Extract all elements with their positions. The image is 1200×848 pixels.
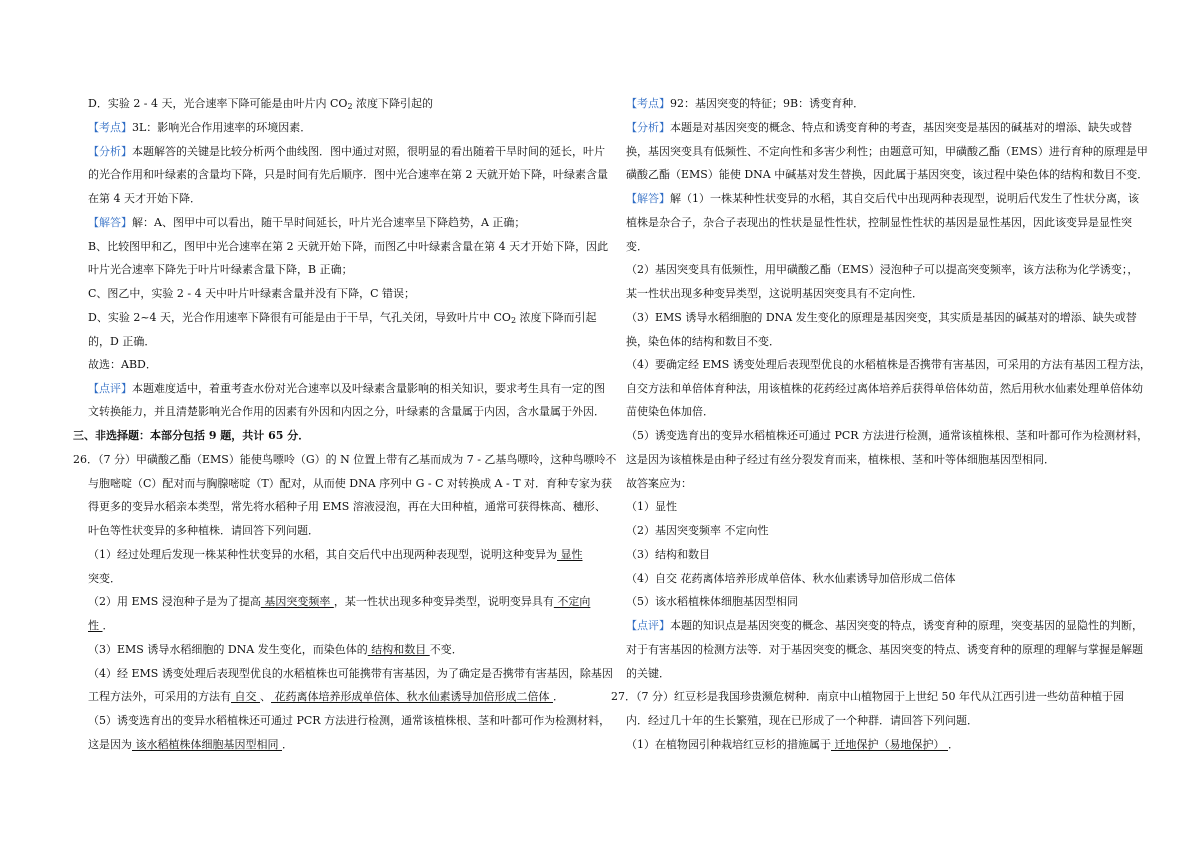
q26-sub2: （2）用 EMS 浸泡种子是为了提高 基因突变频率 ，某一性状出现多种变异类型，说明变异具有 不定向 xyxy=(88,595,591,608)
dianping-line: 的关键． xyxy=(626,667,670,680)
jieda-tag: 【解答】 xyxy=(626,192,670,205)
answer-heading: 故答案应为： xyxy=(626,477,692,490)
jieda-line: 的，D 正确． xyxy=(88,335,156,348)
answer-blank: 该水稻植株体细胞基因型相同 xyxy=(132,738,282,751)
fenxi-tag: 【分析】 xyxy=(88,145,132,158)
answer-line: （5）该水稻植株体细胞基因型相同 xyxy=(626,595,798,608)
jieda-tag: 【解答】 xyxy=(88,216,132,229)
answer-blank: 性 xyxy=(88,619,103,632)
dianping-line: 【点评】本题难度适中，着重考查水份对光合速率以及叶绿素含量影响的相关知识，要求考生具有一定的图 xyxy=(88,382,605,395)
fenxi-line: 【分析】本题解答的关键是比较分析两个曲线图．图中通过对照，很明显的看出随着干旱时间的延长，叶片 xyxy=(88,145,605,158)
q26-stem: 叶色等性状变异的多种植株．请回答下列问题． xyxy=(88,524,319,537)
jieda-line: 故选：ABD． xyxy=(88,358,157,371)
q26-sub1: 突变． xyxy=(88,572,121,585)
jieda-line: 【解答】解（1）一株某种性状变异的水稻，其自交后代中出现两种表现型，说明后代发生了性状分离，该 xyxy=(626,192,1139,205)
fenxi-line: 换，基因突变具有低频性、不定向性和多害少利性；由题意可知，甲磺酸乙酯（EMS）进行育种的原理是甲 xyxy=(626,145,1148,158)
jieda-line: （5）诱变选育出的变异水稻植株还可通过 PCR 方法进行检测，通常该植株根、茎和叶都可作为检测材料， xyxy=(626,429,1149,442)
kaodian-line: 【考点】3L：影响光合作用速率的环境因素． xyxy=(88,121,312,134)
answer-line: （4）自交 花药离体培养形成单倍体、秋水仙素诱导加倍形成二倍体 xyxy=(626,572,956,585)
jieda-line: B、比较图甲和乙，图甲中光合速率在第 2 天就开始下降，而图乙中叶绿素含量在第 4 天才开始下降，因此 xyxy=(88,240,609,253)
fenxi-line: 在第 4 天才开始下降． xyxy=(88,192,201,205)
answer-blank: 自交 xyxy=(231,690,260,703)
fenxi-line: 的光合作用和叶绿素的含量均下降，只是时间有先后顺序．图中光合速率在第 2 天就开始下降，叶绿素含量 xyxy=(88,168,608,181)
q27-stem: 27．（7 分）红豆杉是我国珍贵濒危树种．南京中山植物园于上世纪 50 年代从江西引进一些幼苗种植于园 xyxy=(611,690,1124,703)
q27-stem: 内．经过几十年的生长繁殖，现在已形成了一个种群．请回答下列问题． xyxy=(626,714,978,727)
jieda-line: （4）要确定经 EMS 诱变处理后表现型优良的水稻植株是否携带有害基因，可采用的方法有基因工程方法， xyxy=(626,358,1151,371)
fenxi-tag: 【分析】 xyxy=(626,121,670,134)
jieda-line: （2）基因突变具有低频性，用甲磺酸乙酯（EMS）浸泡种子可以提高突变频率，该方法称为化学诱变；， xyxy=(626,263,1139,276)
jieda-line: 叶片光合速率下降先于叶片叶绿素含量下降，B 正确； xyxy=(88,263,353,276)
q27-sub1: （1）在植物园引种栽培红豆杉的措施属于 迁地保护（易地保护） ． xyxy=(626,738,959,751)
jieda-line: C、图乙中，实验 2 - 4 天中叶片叶绿素含量并没有下降，C 错误； xyxy=(88,287,416,300)
answer-line: （2）基因突变频率 不定向性 xyxy=(626,524,769,537)
fenxi-line: 磺酸乙酯（EMS）能使 DNA 中碱基对发生替换，因此属于基因突变，该过程中染色体的结构和数目不变． xyxy=(626,168,1149,181)
dianping-line: 【点评】本题的知识点是基因突变的概念、基因突变的特点，诱变育种的原理，突变基因的显隐性的判断， xyxy=(626,619,1143,632)
dianping-tag: 【点评】 xyxy=(626,619,670,632)
jieda-line: 这是因为该植株是由种子经过有丝分裂发育而来，植株根、茎和叶等体细胞基因型相同． xyxy=(626,453,1055,466)
q26-sub5: 这是因为 该水稻植株体细胞基因型相同 ． xyxy=(88,738,293,751)
jieda-line: D、实验 2~4 天，光合作用速率下降很有可能是由于干旱，气孔关闭，导致叶片中 $CO_2$ 浓度下降而引起 xyxy=(88,311,597,325)
jieda-line: 某一性状出现多种变异类型，这说明基因突变具有不定向性． xyxy=(626,287,923,300)
answer-blank: 迁地保护（易地保护） xyxy=(831,738,948,751)
jieda-line: 自交方法和单倍体育种法，用该植株的花药经过离体培养后获得单倍体幼苗，然后用秋水仙素处理单倍体幼 xyxy=(626,382,1143,395)
fenxi-line: 【分析】本题是对基因突变的概念、特点和诱变育种的考查，基因突变是基因的碱基对的增添、缺失或替 xyxy=(626,121,1132,134)
option-d-line: D．实验 2 - 4 天，光合速率下降可能是由叶片内 $CO_2$ 浓度下降引起的 xyxy=(88,97,434,111)
dianping-tag: 【点评】 xyxy=(88,382,132,395)
q26-stem: 与胞嘧啶（C）配对而与胸腺嘧啶（T）配对，从而使 DNA 序列中 G - C 对转换成 A - T 对．育种专家为获 xyxy=(88,477,613,490)
q26-sub1: （1）经过处理后发现一株某种性状变异的水稻，其自交后代中出现两种表现型，说明这种变异为 显性 xyxy=(88,548,583,561)
q26-sub3: （3）EMS 诱导水稻细胞的 DNA 发生变化，而染色体的 结构和数目 不变． xyxy=(88,643,463,656)
q26-stem: 得更多的变异水稻亲本类型，常先将水稻种子用 EMS 溶液浸泡，再在大田种植，通常可获得株高、穗形、 xyxy=(88,500,606,513)
q26-sub4: 工程方法外，可采用的方法有 自交 、 花药离体培养形成单倍体、秋水仙素诱导加倍形成二倍体 ． xyxy=(88,690,564,703)
answer-line: （3）结构和数目 xyxy=(626,548,710,561)
kaodian-tag: 【考点】 xyxy=(88,121,132,134)
answer-blank: 基因突变频率 xyxy=(260,595,334,608)
answer-blank: 结构和数目 xyxy=(367,643,430,656)
jieda-line: 苗使染色体加倍． xyxy=(626,405,714,418)
dianping-line: 对于有害基因的检测方法等．对于基因突变的概念、基因突变的特点、诱变育种的原理的理解与掌握是解题 xyxy=(626,643,1143,656)
jieda-line: （3）EMS 诱导水稻细胞的 DNA 发生变化的原理是基因突变，其实质是基因的碱基对的增添、缺失或替 xyxy=(626,311,1137,324)
jieda-line: 换，染色体的结构和数目不变． xyxy=(626,335,780,348)
section-heading: 三、非选择题：本部分包括 9 题，共计 65 分． xyxy=(73,429,310,442)
jieda-line: 变． xyxy=(626,240,648,253)
jieda-line: 植株是杂合子，杂合子表现出的性状是显性性状，控制显性性状的基因是显性基因，因此该变异是显性突 xyxy=(626,216,1132,229)
dianping-line: 文转换能力，并且清楚影响光合作用的因素有外因和内因之分，叶绿素的含量属于内因，含水量属于外因． xyxy=(88,405,605,418)
answer-blank: 花药离体培养形成单倍体、秋水仙素诱导加倍形成二倍体 xyxy=(271,690,553,703)
q26-sub5: （5）诱变选育出的变异水稻植株还可通过 PCR 方法进行检测，通常该植株根、茎和叶都可作为检测材料， xyxy=(88,714,611,727)
q26-sub2: 性 ． xyxy=(88,619,114,632)
answer-line: （1）显性 xyxy=(626,500,677,513)
q26-sub4: （4）经 EMS 诱变处理后表现型优良的水稻植株也可能携带有害基因，为了确定是否携带有害基因，除基因 xyxy=(88,667,613,680)
answer-blank: 不定向 xyxy=(553,595,591,608)
q26-stem: 26．（7 分）甲磺酸乙酯（EMS）能使鸟嘌呤（G）的 N 位置上带有乙基而成为 7 - 乙基鸟嘌呤，这种鸟嘌呤不 xyxy=(73,453,617,466)
jieda-line: 【解答】解：A、图甲中可以看出，随干旱时间延长，叶片光合速率呈下降趋势，A 正确； xyxy=(88,216,526,229)
kaodian-tag: 【考点】 xyxy=(626,97,670,110)
answer-blank: 显性 xyxy=(557,548,583,561)
kaodian-line: 【考点】92：基因突变的特征；9B：诱变育种． xyxy=(626,97,865,110)
